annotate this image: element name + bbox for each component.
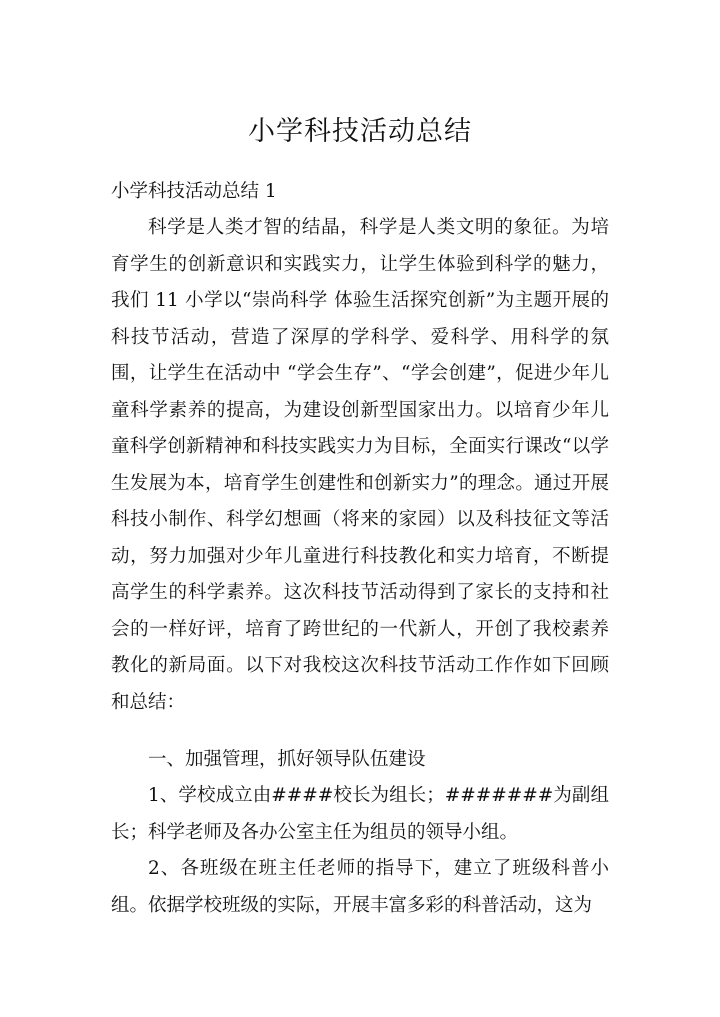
- section-heading: 小学科技活动总结 1: [111, 181, 277, 202]
- paragraph-leadership-group: 1、学校成立由####校长为组长；#######为副组长；科学老师及各办公室主任为组员的领导小组。: [111, 785, 609, 843]
- paragraph-intro: 科学是人类才智的结晶，科学是人类文明的象征。为培育学生的创新意识和实践实力，让学生体验到科学的魅力，我们 11 小学以“崇尚科学 体验生活探究创新”为主题开展的科技节活动，营造了深厚的学科学、爱科学、用科学的氛围，让学生在活动中 “学会生存”、“学会创建”，促进少年儿童科学素养的提高，为建设创新型国家出力。以培育少年儿童科学创新精神和科技实践实力为目标，全面实行课改“以学生发展为本，培育学生创建性和创新实力”的理念。通过开展科技小制作、科学幻想画（将来的家园）以及科技征文等活动，努力加强对少年儿童进行科技教化和实力培育，不断提高学生的科学素养。这次科技节活动得到了家长的支持和社会的一样好评，培育了跨世纪的一代新人，开创了我校素养教化的新局面。以下对我校这次科技节活动工作作如下回顾和总结：: [111, 217, 609, 713]
- paragraph-class-groups: 2、各班级在班主任老师的指导下，建立了班级科普小组。依据学校班级的实际，开展丰富多彩的科普活动，这为: [111, 858, 609, 916]
- paragraph-heading-management: 一、加强管理，抓好领导队伍建设: [148, 749, 426, 770]
- document-title: 小学科技活动总结: [248, 116, 472, 147]
